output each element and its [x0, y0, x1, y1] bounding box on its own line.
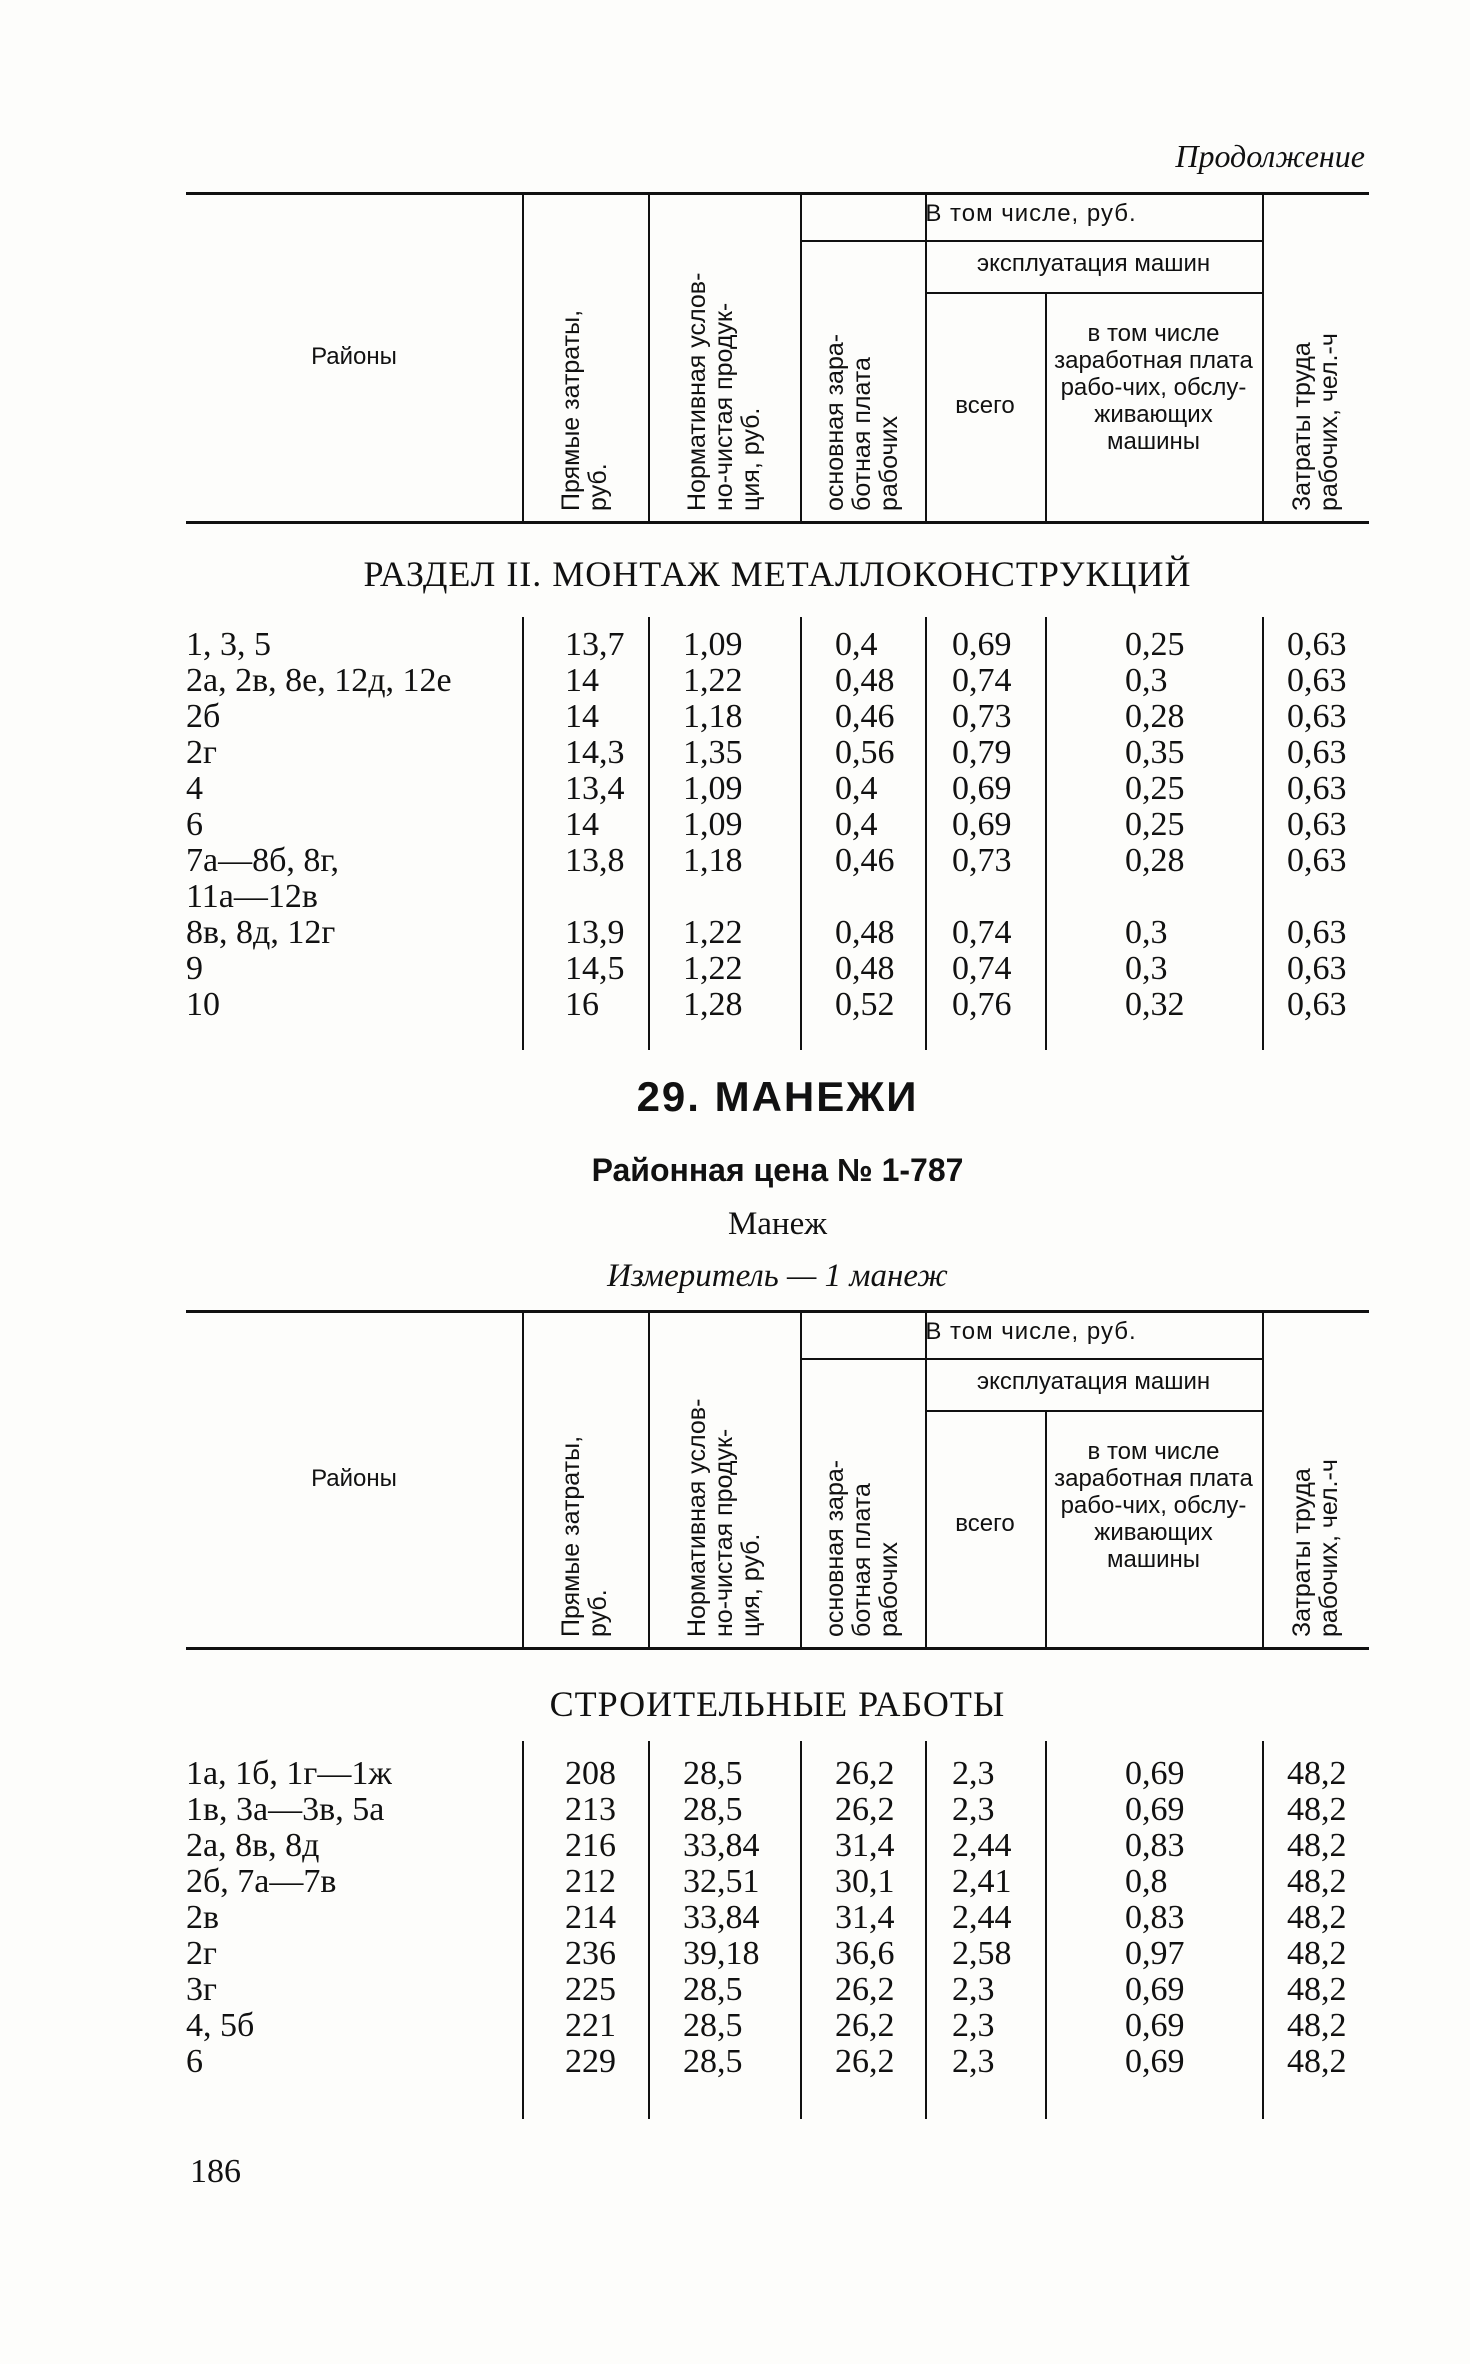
value-cell: 31,4	[835, 1899, 895, 1936]
value-cell: 0,69	[1125, 2007, 1185, 2044]
value-cell: 0,76	[952, 986, 1012, 1023]
region-cell: 11а—12в	[186, 878, 318, 915]
value-cell: 48,2	[1287, 1935, 1347, 1972]
value-cell: 0,63	[1287, 662, 1347, 699]
value-cell: 13,9	[565, 914, 625, 951]
value-cell: 0,63	[1287, 698, 1347, 735]
table2-section-title: СТРОИТЕЛЬНЫЕ РАБОТЫ	[549, 1684, 1006, 1724]
value-cell: 0,79	[952, 734, 1012, 771]
value-cell: 1,22	[683, 914, 743, 951]
table-row	[0, 2044, 1470, 2080]
value-cell: 48,2	[1287, 1827, 1347, 1864]
table-row	[0, 1864, 1470, 1900]
value-cell: 213	[565, 1791, 616, 1828]
value-cell: 31,4	[835, 1827, 895, 1864]
value-cell: 16	[565, 986, 599, 1023]
value-cell: 14,5	[565, 950, 625, 987]
table-row	[0, 987, 1470, 1023]
table-row	[0, 879, 1470, 915]
table-row	[0, 663, 1470, 699]
value-cell: 0,97	[1125, 1935, 1185, 1972]
value-cell: 0,74	[952, 662, 1012, 699]
value-cell: 48,2	[1287, 2007, 1347, 2044]
value-cell: 0,69	[952, 806, 1012, 843]
value-cell: 26,2	[835, 1755, 895, 1792]
value-cell: 1,09	[683, 770, 743, 807]
value-cell: 0,8	[1125, 1863, 1168, 1900]
header-total: всего	[955, 1510, 1015, 1537]
value-cell: 0,32	[1125, 986, 1185, 1023]
value-cell: 2,3	[952, 1791, 995, 1828]
value-cell: 0,52	[835, 986, 895, 1023]
value-cell: 14,3	[565, 734, 625, 771]
region-cell: 3г	[186, 1971, 217, 2008]
header-basic-wage: основная зара- ботная плата рабочих	[821, 1459, 903, 1637]
header-normative-production: Нормативная услов- но-чистая продук- ция, руб.	[682, 1398, 765, 1637]
value-cell: 0,25	[1125, 770, 1185, 807]
region-cell: 1в, 3а—3в, 5а	[186, 1791, 385, 1828]
value-cell: 0,69	[1125, 1971, 1185, 2008]
value-cell: 28,5	[683, 2007, 743, 2044]
value-cell: 0,63	[1287, 806, 1347, 843]
header-including: В том числе, руб.	[925, 200, 1137, 227]
value-cell: 33,84	[683, 1827, 760, 1864]
region-cell: 2г	[186, 1935, 217, 1972]
value-cell: 0,63	[1287, 842, 1347, 879]
value-cell: 36,6	[835, 1935, 895, 1972]
header-labor-costs: Затраты труда рабочих, чел.-ч	[1287, 1459, 1343, 1637]
header-direct-costs: Прямые затраты, руб.	[557, 309, 612, 511]
region-cell: 4	[186, 770, 203, 807]
value-cell: 48,2	[1287, 1863, 1347, 1900]
value-cell: 0,69	[952, 626, 1012, 663]
table-row	[0, 951, 1470, 987]
value-cell: 0,48	[835, 662, 895, 699]
region-cell: 1, 3, 5	[186, 626, 271, 663]
header-incl-wage: в том числе заработная плата рабо-чих, обслу-живающих машины	[1054, 320, 1253, 455]
header-total: всего	[955, 392, 1015, 419]
value-cell: 0,63	[1287, 626, 1347, 663]
value-cell: 1,18	[683, 842, 743, 879]
table-row	[0, 699, 1470, 735]
value-cell: 39,18	[683, 1935, 760, 1972]
region-cell: 6	[186, 806, 203, 843]
table-row	[0, 1792, 1470, 1828]
value-cell: 0,3	[1125, 662, 1168, 699]
value-cell: 2,58	[952, 1935, 1012, 1972]
value-cell: 28,5	[683, 2043, 743, 2080]
page-number: 186	[190, 2153, 241, 2190]
header-regions: Районы	[311, 342, 397, 370]
table-row	[0, 807, 1470, 843]
value-cell: 2,3	[952, 1971, 995, 2008]
value-cell: 0,69	[1125, 1791, 1185, 1828]
value-cell: 48,2	[1287, 1791, 1347, 1828]
table-row	[0, 1828, 1470, 1864]
value-cell: 1,09	[683, 806, 743, 843]
value-cell: 28,5	[683, 1971, 743, 2008]
value-cell: 26,2	[835, 2043, 895, 2080]
region-cell: 2а, 8в, 8д	[186, 1827, 320, 1864]
value-cell: 0,48	[835, 914, 895, 951]
value-cell: 0,63	[1287, 734, 1347, 771]
header-labor-costs: Затраты труда рабочих, чел.-ч	[1287, 333, 1343, 511]
value-cell: 0,69	[1125, 1755, 1185, 1792]
value-cell: 32,51	[683, 1863, 760, 1900]
value-cell: 0,46	[835, 698, 895, 735]
value-cell: 0,4	[835, 626, 878, 663]
value-cell: 13,4	[565, 770, 625, 807]
continuation-label: Продолжение	[1175, 138, 1365, 174]
value-cell: 0,3	[1125, 914, 1168, 951]
value-cell: 0,63	[1287, 770, 1347, 807]
value-cell: 2,41	[952, 1863, 1012, 1900]
value-cell: 0,25	[1125, 806, 1185, 843]
value-cell: 1,22	[683, 950, 743, 987]
header-machine-operation: эксплуатация машин	[976, 250, 1211, 277]
value-cell: 13,8	[565, 842, 625, 879]
value-cell: 236	[565, 1935, 616, 1972]
value-cell: 0,3	[1125, 950, 1168, 987]
value-cell: 0,28	[1125, 698, 1185, 735]
value-cell: 2,3	[952, 2043, 995, 2080]
value-cell: 14	[565, 806, 599, 843]
value-cell: 0,83	[1125, 1827, 1185, 1864]
value-cell: 208	[565, 1755, 616, 1792]
table-row	[0, 843, 1470, 879]
header-direct-costs: Прямые затраты, руб.	[557, 1435, 612, 1637]
value-cell: 13,7	[565, 626, 625, 663]
header-normative-production: Нормативная услов- но-чистая продук- ция, руб.	[682, 272, 765, 511]
value-cell: 48,2	[1287, 1755, 1347, 1792]
header-including: В том числе, руб.	[925, 1318, 1137, 1345]
value-cell: 2,3	[952, 2007, 995, 2044]
value-cell: 2,44	[952, 1827, 1012, 1864]
region-cell: 10	[186, 986, 220, 1023]
table-row	[0, 1756, 1470, 1792]
chapter-title: 29. МАНЕЖИ	[636, 1073, 919, 1120]
value-cell: 212	[565, 1863, 616, 1900]
region-cell: 2а, 2в, 8е, 12д, 12е	[186, 662, 452, 699]
value-cell: 0,83	[1125, 1899, 1185, 1936]
value-cell: 14	[565, 698, 599, 735]
value-cell: 0,73	[952, 842, 1012, 879]
value-cell: 48,2	[1287, 1971, 1347, 2008]
value-cell: 0,69	[952, 770, 1012, 807]
value-cell: 28,5	[683, 1791, 743, 1828]
value-cell: 0,46	[835, 842, 895, 879]
table-row	[0, 627, 1470, 663]
header-regions: Районы	[311, 1464, 397, 1492]
value-cell: 216	[565, 1827, 616, 1864]
value-cell: 0,25	[1125, 626, 1185, 663]
table1-section-title: РАЗДЕЛ II. МОНТАЖ МЕТАЛЛОКОНСТРУКЦИЙ	[363, 554, 1192, 594]
value-cell: 48,2	[1287, 2043, 1347, 2080]
table-row	[0, 915, 1470, 951]
value-cell: 1,09	[683, 626, 743, 663]
value-cell: 225	[565, 1971, 616, 2008]
value-cell: 0,74	[952, 950, 1012, 987]
value-cell: 33,84	[683, 1899, 760, 1936]
table-row	[0, 1972, 1470, 2008]
unit-of-measure: Измеритель — 1 манеж	[607, 1258, 948, 1294]
value-cell: 1,35	[683, 734, 743, 771]
value-cell: 30,1	[835, 1863, 895, 1900]
value-cell: 26,2	[835, 1791, 895, 1828]
table-row	[0, 735, 1470, 771]
header-machine-operation: эксплуатация машин	[976, 1368, 1211, 1395]
value-cell: 0,56	[835, 734, 895, 771]
value-cell: 1,18	[683, 698, 743, 735]
value-cell: 214	[565, 1899, 616, 1936]
region-cell: 1а, 1б, 1г—1ж	[186, 1755, 392, 1792]
value-cell: 0,63	[1287, 914, 1347, 951]
value-cell: 0,48	[835, 950, 895, 987]
value-cell: 28,5	[683, 1755, 743, 1792]
region-cell: 9	[186, 950, 203, 987]
value-cell: 48,2	[1287, 1899, 1347, 1936]
value-cell: 0,4	[835, 770, 878, 807]
district-price: Районная цена № 1-787	[591, 1152, 964, 1188]
region-cell: 2б, 7а—7в	[186, 1863, 337, 1900]
value-cell: 0,74	[952, 914, 1012, 951]
value-cell: 2,44	[952, 1899, 1012, 1936]
object-name: Манеж	[727, 1206, 828, 1242]
value-cell: 221	[565, 2007, 616, 2044]
value-cell: 0,63	[1287, 986, 1347, 1023]
value-cell: 26,2	[835, 1971, 895, 2008]
value-cell: 0,35	[1125, 734, 1185, 771]
header-basic-wage: основная зара- ботная плата рабочих	[821, 333, 903, 511]
value-cell: 1,22	[683, 662, 743, 699]
region-cell: 4, 5б	[186, 2007, 255, 2044]
value-cell: 229	[565, 2043, 616, 2080]
region-cell: 6	[186, 2043, 203, 2080]
table-row	[0, 1936, 1470, 1972]
region-cell: 7а—8б, 8г,	[186, 842, 339, 879]
table-row	[0, 2008, 1470, 2044]
table-row	[0, 771, 1470, 807]
region-cell: 2в	[186, 1899, 220, 1936]
value-cell: 0,63	[1287, 950, 1347, 987]
region-cell: 2б	[186, 698, 221, 735]
value-cell: 2,3	[952, 1755, 995, 1792]
value-cell: 0,73	[952, 698, 1012, 735]
value-cell: 0,4	[835, 806, 878, 843]
value-cell: 0,69	[1125, 2043, 1185, 2080]
header-incl-wage: в том числе заработная плата рабо-чих, обслу-живающих машины	[1054, 1438, 1253, 1573]
region-cell: 8в, 8д, 12г	[186, 914, 336, 951]
table-row	[0, 1900, 1470, 1936]
value-cell: 14	[565, 662, 599, 699]
value-cell: 0,28	[1125, 842, 1185, 879]
region-cell: 2г	[186, 734, 217, 771]
value-cell: 26,2	[835, 2007, 895, 2044]
value-cell: 1,28	[683, 986, 743, 1023]
